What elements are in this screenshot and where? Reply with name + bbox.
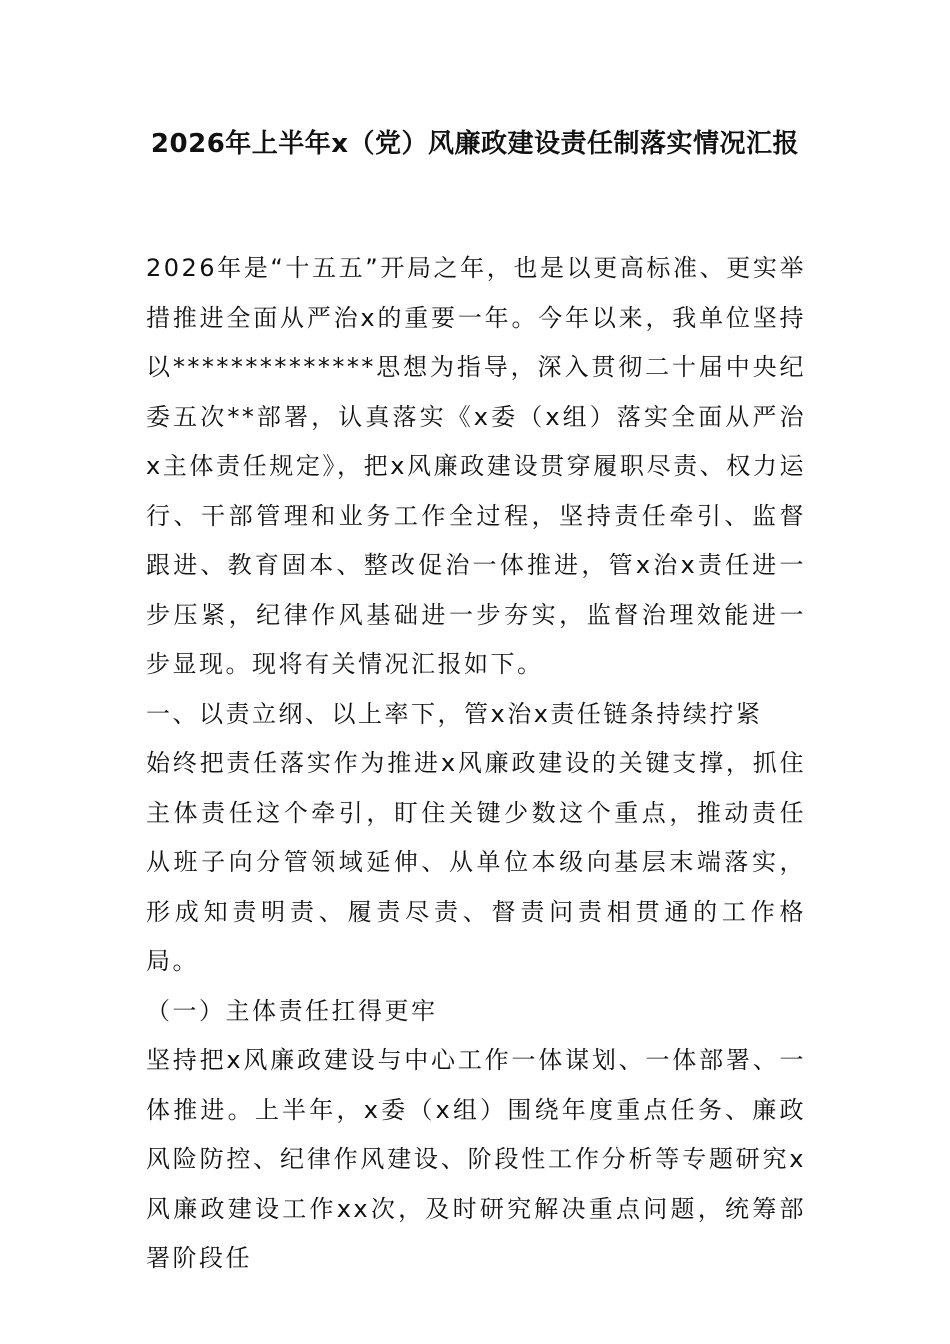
- section-heading: 一、以责立纲、以上率下，管x治x责任链条持续拧紧: [146, 699, 763, 728]
- section-paragraph: 始终把责任落实作为推进x风廉政建设的关键支撑，抓住主体责任这个牵引，盯住关键少数这个重点，推动责任从班子向分管领域延伸、从单位本级向基层末端落实，形成知责明责、履责尽责、督责问责相贯通的工作格局。: [146, 749, 806, 975]
- subsection-paragraph: 坚持把x风廉政建设与中心工作一体谋划、一体部署、一体推进。上半年，x委（x组）围绕年度重点任务、廉政风险防控、纪律作风建设、阶段性工作分析等专题研究x风廉政建设工作xx次，及时研究解决重点问题，统筹部署阶段任: [146, 1046, 806, 1272]
- document-title: 2026年上半年x（党）风廉政建设责任制落实情况汇报: [150, 129, 800, 159]
- subsection-heading: （一）主体责任扛得更牢: [146, 996, 438, 1025]
- intro-paragraph: 2026年是“十五五”开局之年，也是以更高标准、更实举措推进全面从严治x的重要一年。今年以来，我单位坚持以**************思想为指导，深入贯彻二十届中央纪委五次**部署，认真落实《x委（x组）落实全面从严治x主体责任规定》，把x风廉政建设贯穿履职尽责、权力运行、干部管理和业务工作全过程，坚持责任牵引、监督跟进、教育固本、整改促治一体推进，管x治x责任进一步压紧，纪律作风基础进一步夯实，监督治理效能进一步显现。现将有关情况汇报如下。: [146, 254, 806, 678]
- document-body: [146, 244, 806, 1284]
